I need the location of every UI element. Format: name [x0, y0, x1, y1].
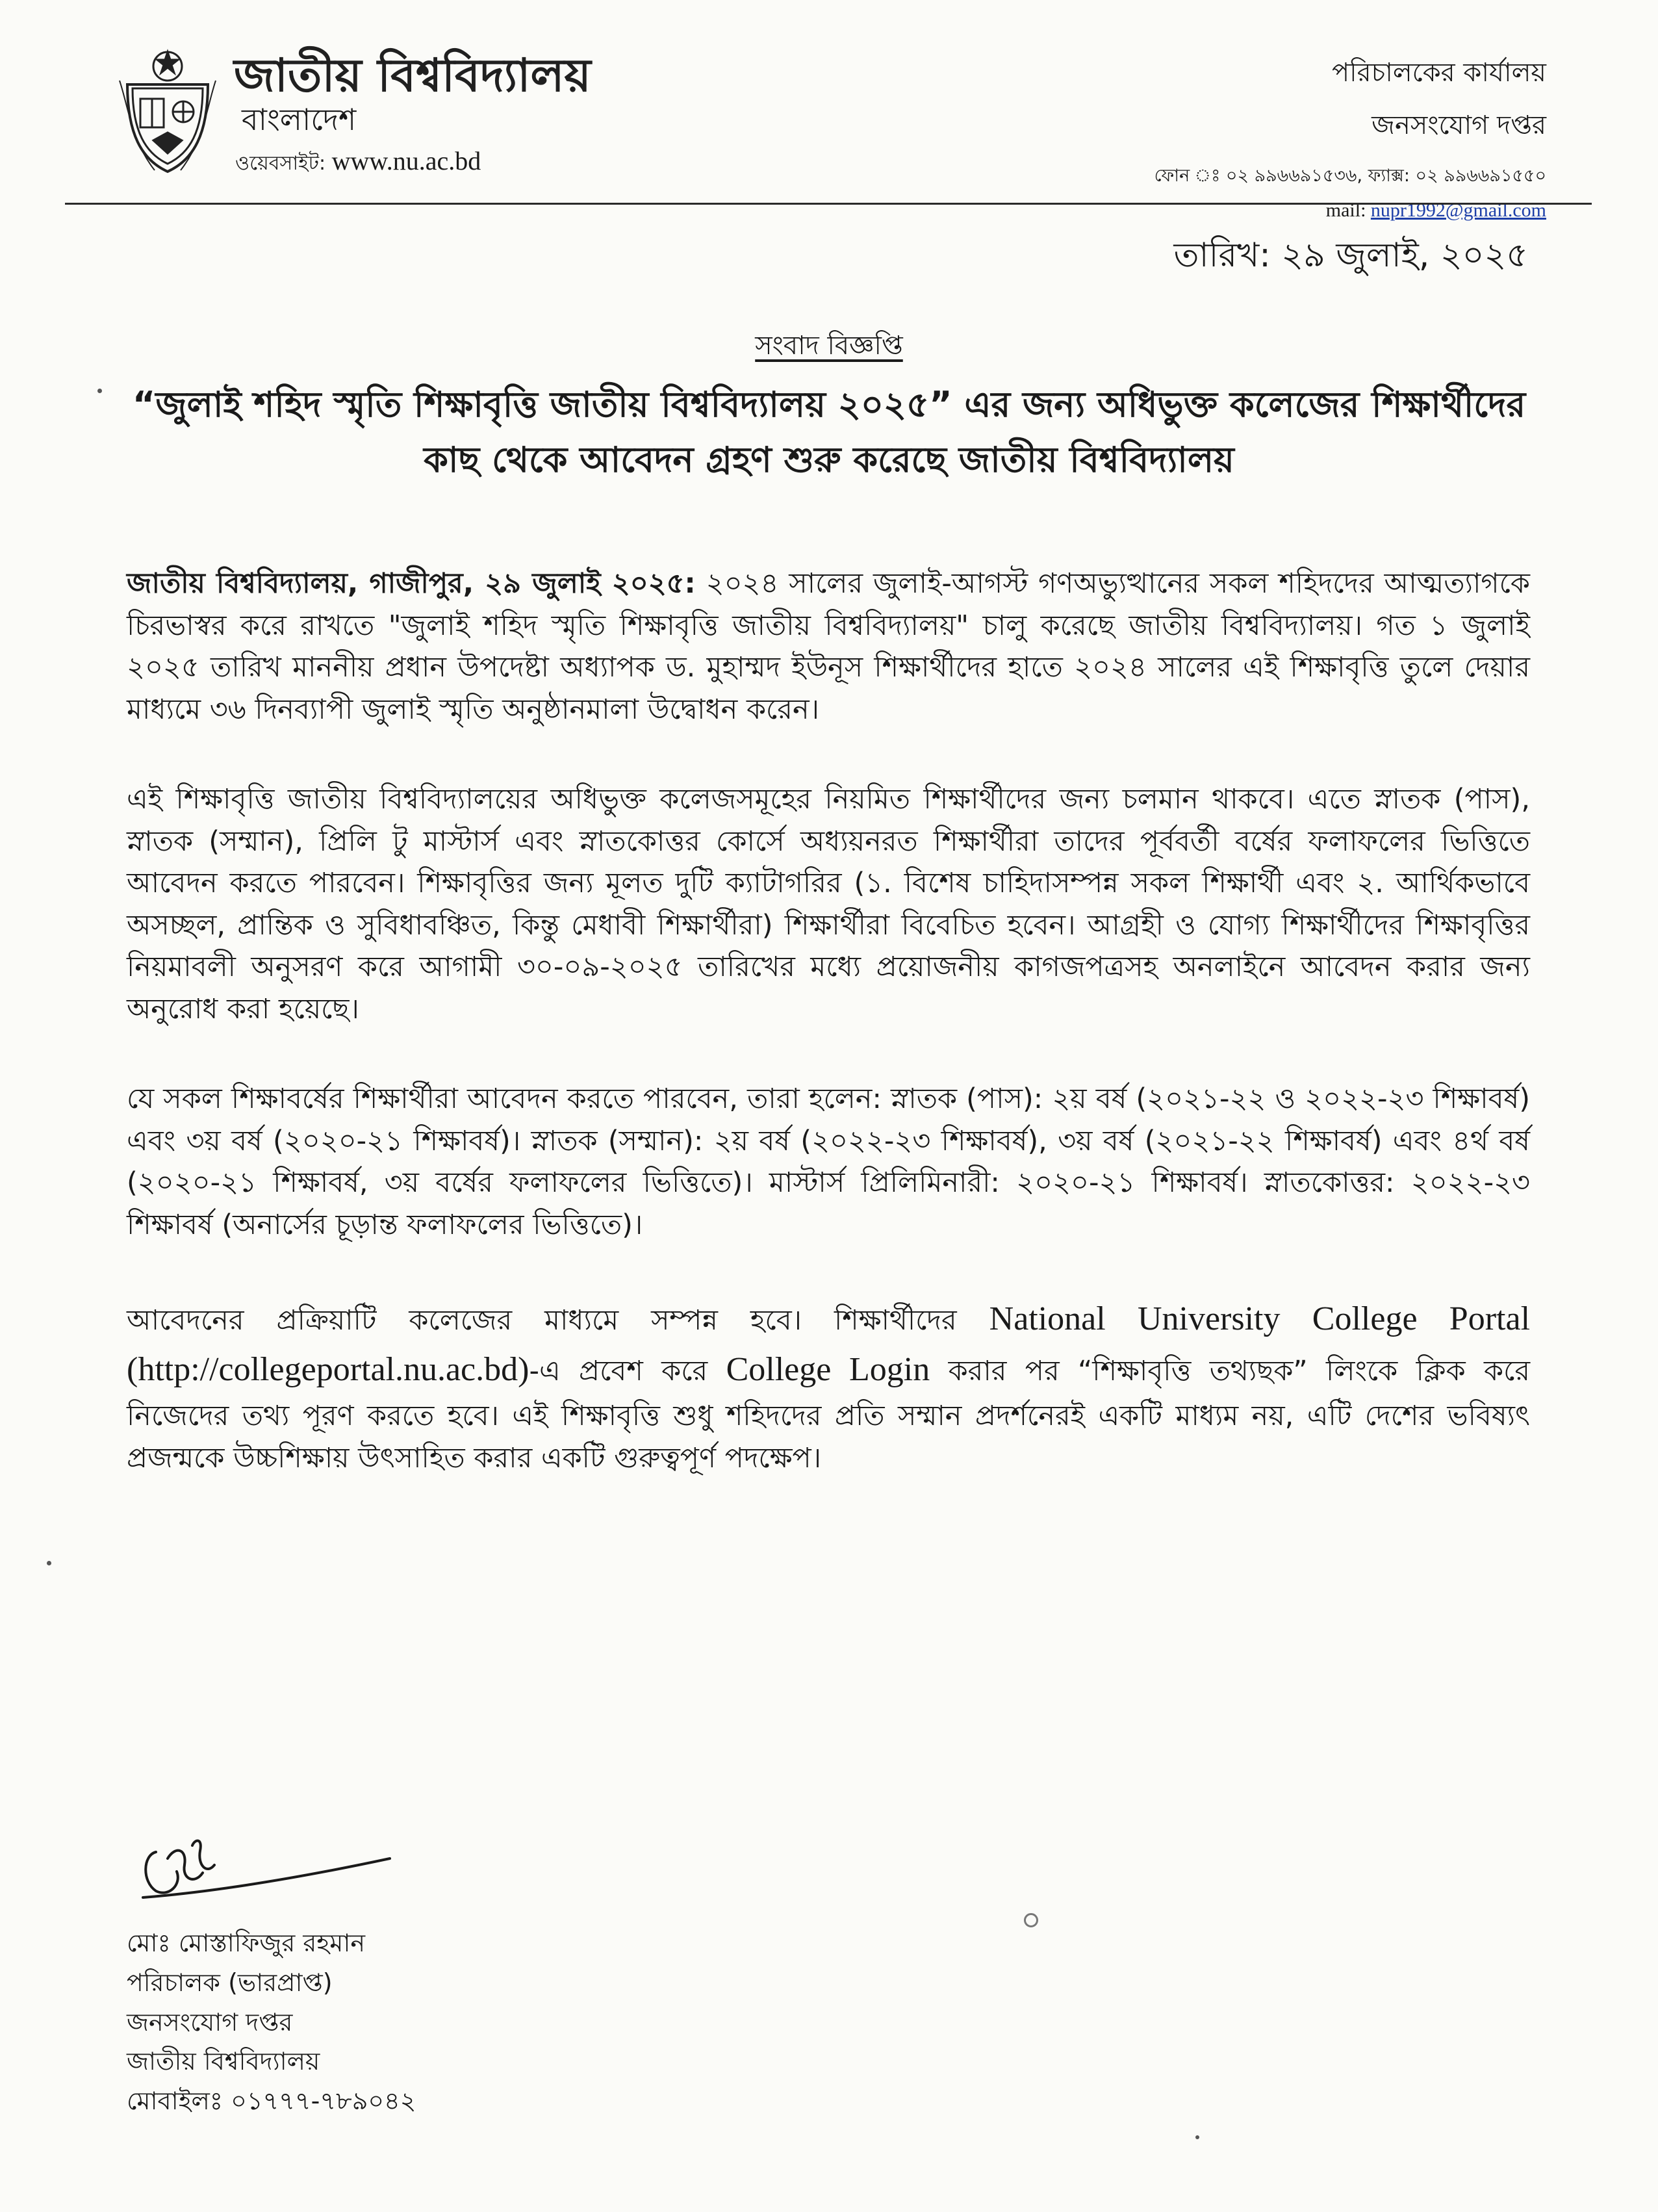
office-phone: ফোন ঃ ০২ ৯৯৬৬৯১৫৩৬, ফ্যাক্স: ০২ ৯৯৬৬৯১৫৫০ [1154, 166, 1546, 186]
org-name: জাতীয় বিশ্ববিদ্যালয় [234, 49, 591, 102]
mail-label: mail: [1325, 199, 1366, 221]
scan-speck [47, 1561, 51, 1565]
scan-speck [97, 389, 102, 393]
signatory-block [127, 1923, 416, 2121]
document-date: তারিখ: ২৯ জুলাই, ২০২৫ [1173, 236, 1528, 275]
org-website [235, 146, 481, 181]
press-release-label: সংবাদ বিজ্ঞপ্তি [755, 331, 903, 361]
portal-reference: National University College Portal (http://collegeportal.nu.ac.bd) [127, 1300, 1531, 1388]
paragraph-3: যে সকল শিক্ষাবর্ষের শিক্ষার্থীরা আবেদন করতে পারবেন, তারা হলেন: স্নাতক (পাস): ২য় বর্ষ (২০২১-২২ ও ২০২২-২৩ শিক্ষাবর্ষ) এবং ৩য় বর্ষ (২০২০-২১ শিক্ষাবর্ষ)। স্নাতক (সম্মান): ২য় বর্ষ (২০২২-২৩ শিক্ষাবর্ষ), ৩য় বর্ষ (২০২১-২২ শিক্ষাবর্ষ) এবং ৪র্থ বর্ষ (২০২০-২১ শিক্ষাবর্ষ, ৩য় বর্ষের ফলাফলের ভিত্তিতে)। মাস্টার্স প্রিলিমিনারী: ২০২০-২১ শিক্ষাবর্ষ। স্নাতকোত্তর: ২০২২-২৩ শিক্ষাবর্ষ (অনার্সের চূড়ান্ত ফলাফলের ভিত্তিতে)। [127, 1083, 1530, 1241]
paragraph-4 [127, 1294, 1530, 1479]
office-dept: জনসংযোগ দপ্তর [1371, 110, 1546, 140]
scan-speck [1195, 2135, 1199, 2139]
website-url[interactable]: www.nu.ac.bd [331, 146, 481, 175]
dateline: জাতীয় বিশ্ববিদ্যালয়, গাজীপুর, ২৯ জুলাই ২০২৫: [127, 567, 696, 600]
paragraph-4-text-c: করার পর “শিক্ষাবৃত্তি তথ্যছক” লিংকে ক্লিক করে নিজেদের তথ্য পূরণ করতে হবে। এই শিক্ষাবৃত্তি শুধু শহিদদের প্রতি সম্মান প্রদর্শনেরই একটি মাধ্যম নয়, এটি দেশের ভবিষ্যৎ প্রজন্মকে উচ্চশিক্ষায় উৎসাহিত করার একটি গুরুত্বপূর্ণ পদক্ষেপ। [127, 1355, 1531, 1474]
website-label: ওয়েবসাইট: [235, 152, 326, 175]
paragraph-4-text-b: -এ প্রবেশ করে [529, 1355, 708, 1387]
office-name: পরিচালকের কার্যালয় [1332, 58, 1546, 88]
signatory-title: পরিচালক (ভারপ্রাপ্ত) [127, 1968, 333, 1997]
paragraph-1-text: ২০২৪ সালের জুলাই-আগস্ট গণঅভ্যুত্থানের সকল শহিদদের আত্মত্যাগকে চিরভাস্বর করে রাখতে "জুলাই শহিদ স্মৃতি শিক্ষাবৃত্তি জাতীয় বিশ্ববিদ্যালয়" চালু করেছে জাতীয় বিশ্ববিদ্যালয়। গত ১ জুলাই ২০২৫ তারিখ মাননীয় প্রধান উপদেষ্টা অধ্যাপক ড. মুহাম্মদ ইউনূস শিক্ষার্থীদের হাতে ২০২৪ সালের এই শিক্ষাবৃত্তি তুলে দেয়ার মাধ্যমে ৩৬ দিনব্যাপী জুলাই স্মৃতি অনুষ্ঠানমালা উদ্বোধন করেন। [127, 567, 1530, 726]
paragraph-4-text-a: আবেদনের প্রক্রিয়াটি কলেজের মাধ্যমে সম্পন্ন হবে। শিক্ষার্থীদের [127, 1304, 957, 1337]
header-divider [65, 203, 1592, 205]
signatory-mobile: মোবাইলঃ ০১৭৭৭-৭৮৯০৪২ [127, 2087, 416, 2116]
signatory-org: জাতীয় বিশ্ববিদ্যালয় [127, 2047, 320, 2076]
paragraph-1 [127, 563, 1530, 730]
document-body [127, 563, 1530, 1527]
university-seal-icon [116, 43, 220, 179]
college-login-reference: College Login [726, 1351, 930, 1388]
mail-address[interactable]: nupr1992@gmail.com [1370, 199, 1546, 221]
document-label [0, 325, 1658, 368]
paragraph-2: এই শিক্ষাবৃত্তি জাতীয় বিশ্ববিদ্যালয়ের অধিভুক্ত কলেজসমূহের নিয়মিত শিক্ষার্থীদের জন্য চলমান থাকবে। এতে স্নাতক (পাস), স্নাতক (সম্মান), প্রিলি টু মাস্টার্স এবং স্নাতকোত্তর কোর্সে অধ্যয়নরত শিক্ষার্থীরা তাদের পূর্ববর্তী বর্ষের ফলাফলের ভিত্তিতে আবেদন করতে পারবেন। শিক্ষাবৃত্তির জন্য মূলত দুটি ক্যাটাগরির (১. বিশেষ চাহিদাসম্পন্ন সকল শিক্ষার্থী এবং ২. আর্থিকভাবে অসচ্ছল, প্রান্তিক ও সুবিধাবঞ্চিত, কিন্তু মেধাবী শিক্ষার্থীরা) শিক্ষার্থীরা বিবেচিত হবেন। আগ্রহী ও যোগ্য শিক্ষার্থীদের শিক্ষাবৃত্তির নিয়মাবলী অনুসরণ করে আগামী ৩০-০৯-২০২৫ তারিখের মধ্যে প্রয়োজনীয় কাগজপত্রসহ অনলাইনে আবেদন করার জন্য অনুরোধ করা হয়েছে। [127, 783, 1530, 1025]
signatory-dept: জনসংযোগ দপ্তর [127, 2007, 293, 2037]
signatory-name: মোঃ মোস্তাফিজুর রহমান [127, 1929, 366, 1957]
org-country: বাংলাদেশ [242, 102, 357, 137]
handwritten-signature [130, 1820, 403, 1917]
headline: “জুলাই শহিদ স্মৃতি শিক্ষাবৃত্তি জাতীয় বিশ্ববিদ্যালয় ২০২৫” এর জন্য অধিভুক্ত কলেজের শিক্ষার্থীদের কাছ থেকে আবেদন গ্রহণ শুরু করেছে জাতীয় বিশ্ববিদ্যালয় [132, 384, 1526, 481]
office-block [1154, 52, 1546, 222]
scan-speck [1024, 1913, 1038, 1927]
